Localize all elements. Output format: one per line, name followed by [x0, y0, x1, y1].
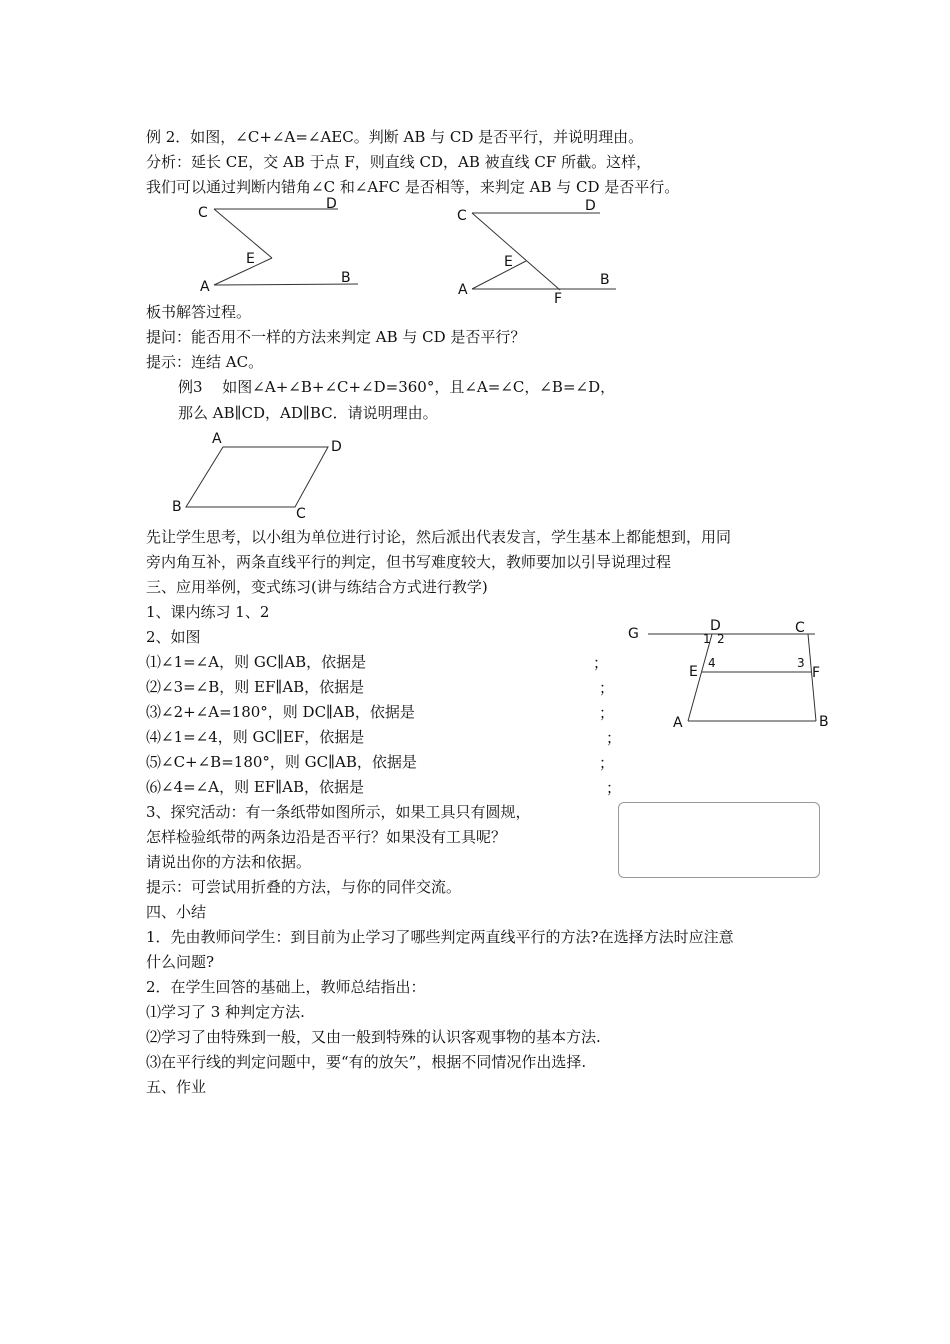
discussion-line-1: 先让学生思考，以小组为单位进行讨论，然后派出代表发言，学生基本上都能想到，用同 [146, 528, 732, 546]
semicolon-4: ； [606, 729, 622, 747]
fig3-label-b: B [172, 499, 182, 515]
summary-2: 2．在学生回答的基础上，教师总结指出： [146, 978, 426, 996]
fig4-label-3: 3 [797, 656, 805, 670]
fig1-label-a: A [200, 279, 210, 295]
paper-strip-figure [618, 802, 820, 878]
example-3-statement: 例3 如图∠A+∠B+∠C+∠D=360°，且∠A=∠C，∠B=∠D， [178, 378, 616, 396]
semicolon-3: ； [599, 704, 615, 722]
fig2-label-f: F [554, 291, 563, 307]
sub-question-3: ⑶∠2+∠A=180°，则 DC∥AB，依据是 [146, 703, 415, 721]
analysis-line-2: 我们可以通过判断内错角∠C 和∠AFC 是否相等，来判定 AB 与 CD 是否平行。 [146, 178, 680, 196]
fig3-label-d: D [331, 439, 342, 455]
figure-2 [457, 198, 616, 307]
fig4-label-2: 2 [717, 632, 725, 646]
section-3-heading: 三、应用举例，变式练习(讲与练结合方式进行教学) [146, 578, 488, 596]
fig4-label-f: F [812, 665, 821, 681]
fig2-label-e: E [504, 254, 513, 270]
sub-question-2: ⑵∠3=∠B，则 EF∥AB，依据是 [146, 678, 365, 696]
fig2-label-c: C [457, 208, 467, 224]
section-5-heading: 五、作业 [146, 1078, 207, 1096]
exercise-2-heading: 2、如图 [146, 628, 201, 646]
summary-1-line-1: 1．先由教师问学生：到目前为止学习了哪些判定两直线平行的方法?在选择方法时应注意 [146, 928, 734, 946]
semicolon-2: ； [599, 679, 615, 697]
summary-point-2: ⑵学习了由特殊到一般，又由一般到特殊的认识客观事物的基本方法. [146, 1028, 601, 1046]
summary-point-1: ⑴学习了 3 种判定方法. [146, 1003, 305, 1021]
question-line: 提问：能否用不一样的方法来判定 AB 与 CD 是否平行？ [146, 328, 526, 346]
fig4-label-4: 4 [708, 656, 716, 670]
fig4-label-c: C [795, 620, 805, 636]
fig4-label-1: 1 [703, 632, 711, 646]
fig1-label-e: E [246, 251, 255, 267]
summary-point-3: ⑶在平行线的判定问题中，要“有的放矢”，根据不同情况作出选择. [146, 1053, 587, 1071]
figure-4 [628, 618, 829, 731]
activity-hint: 提示：可尝试用折叠的方法，与你的同伴交流。 [146, 878, 462, 896]
semicolon-6: ； [606, 779, 622, 797]
fig2-label-d: D [585, 198, 596, 214]
example-3-conclusion: 那么 AB∥CD，AD∥BC．请说明理由。 [178, 404, 438, 422]
summary-1-line-2: 什么问题? [146, 953, 215, 971]
fig4-label-b: B [819, 714, 829, 730]
semicolon-1: ； [593, 654, 609, 672]
fig4-label-g: G [628, 626, 639, 642]
fig1-label-c: C [198, 205, 208, 221]
fig1-label-d: D [326, 196, 337, 212]
figure-3 [172, 431, 342, 522]
fig4-label-d: D [710, 618, 721, 634]
hint-line: 提示：连结 AC。 [146, 353, 264, 371]
exercise-1: 1、课内练习 1、2 [146, 603, 270, 621]
board-writing-note: 板书解答过程。 [146, 303, 252, 321]
sub-question-5: ⑸∠C+∠B=180°，则 GC∥AB，依据是 [146, 753, 417, 771]
discussion-line-2: 旁内角互补，两条直线平行的判定，但书写难度较大，教师要加以引导说理过程 [146, 553, 672, 571]
fig2-label-b: B [600, 272, 610, 288]
figure-1 [198, 196, 358, 295]
activity-line-2: 怎样检验纸带的两条边沿是否平行？如果没有工具呢？ [146, 828, 507, 846]
activity-line-1: 3、探究活动：有一条纸带如图所示，如果工具只有圆规， [146, 803, 531, 821]
section-4-heading: 四、小结 [146, 903, 207, 921]
fig4-label-e: E [689, 664, 698, 680]
activity-line-3: 请说出你的方法和依据。 [146, 853, 312, 871]
semicolon-5: ； [599, 754, 615, 772]
example-2-statement: 例 2．如图，∠C+∠A=∠AEC。判断 AB 与 CD 是否平行，并说明理由。 [146, 128, 644, 146]
sub-question-4: ⑷∠1=∠4，则 GC∥EF，依据是 [146, 728, 365, 746]
fig4-label-a: A [673, 715, 683, 731]
analysis-line-1: 分析：延长 CE，交 AB 于点 F，则直线 CD，AB 被直线 CF 所截。这样， [146, 153, 652, 171]
sub-question-1: ⑴∠1=∠A，则 GC∥AB，依据是 [146, 653, 367, 671]
fig2-label-a: A [458, 282, 468, 298]
fig1-label-b: B [341, 270, 351, 286]
sub-question-6: ⑹∠4=∠A，则 EF∥AB，依据是 [146, 778, 364, 796]
fig3-label-c: C [296, 506, 306, 522]
fig3-label-a: A [212, 431, 222, 447]
